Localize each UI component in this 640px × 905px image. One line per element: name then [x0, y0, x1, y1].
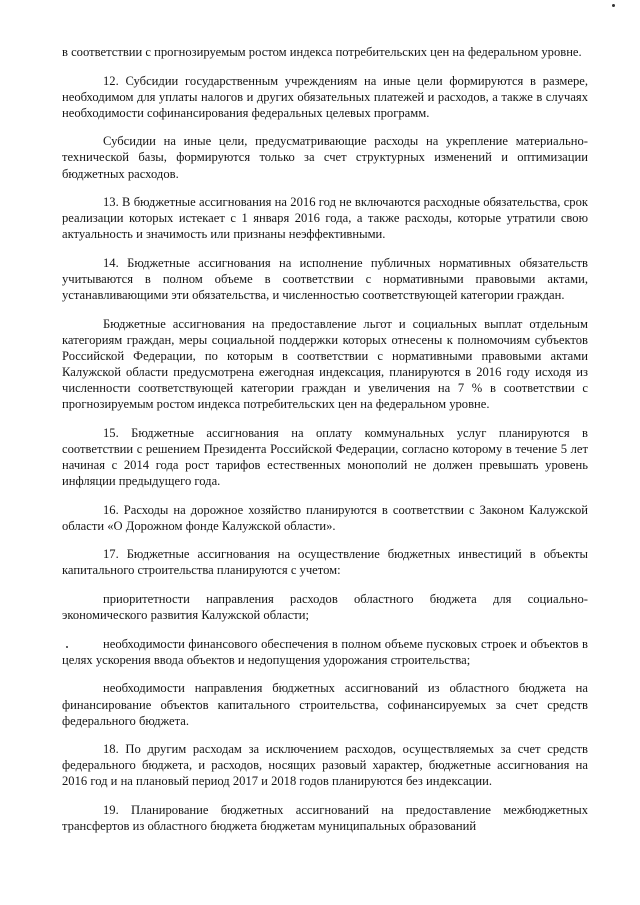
paragraph-subsidies-other: Субсидии на иные цели, предусматривающие расходы на укрепление материально-технической базы, формируются только за счет структурных изменений и оптимизации бюджетных расходов.	[62, 134, 588, 181]
paragraph-16: 16. Расходы на дорожное хозяйство планируются в соответствии с Законом Калужской области «О Дорожном фонде Калужской области».	[62, 502, 588, 533]
paragraph-15: 15. Бюджетные ассигнования на оплату коммунальных услуг планируются в соответствии с решением Президента Российской Федерации, согласно которому в течение 5 лет начиная с 2014 года рост тарифов естественных монополий не должен превышать уровень инфляции предыдущего года.	[62, 425, 588, 489]
paragraph-14: 14. Бюджетные ассигнования на исполнение публичных нормативных обязательств учитываются в полном объеме в соответствии с нормативными правовыми актами, устанавливающими эти обязательства, и численностью соответствующей категории граждан.	[62, 255, 588, 303]
paragraph-17-financing: необходимости финансового обеспечения в полном объеме пусковых строек и объектов в целях ускорения ввода объектов и недопущения удорожания строительства;	[62, 636, 588, 667]
paragraph-17: 17. Бюджетные ассигнования на осуществление бюджетных инвестиций в объекты капитального строительства планируются с учетом:	[62, 547, 588, 578]
paragraph-12: 12. Субсидии государственным учреждениям на иные цели формируются в размере, необходимом для уплаты налогов и других обязательных платежей и расходов, а также в случаях необходимости софинансирования федеральных целевых программ.	[62, 73, 588, 120]
scan-speck-top-right	[612, 4, 615, 7]
paragraph-17-priority: приоритетности направления расходов областного бюджета для социально-экономического развития Калужской области;	[62, 592, 588, 623]
paragraph-18: 18. По другим расходам за исключением расходов, осуществляемых за счет средств федерального бюджета, и расходов, носящих разовый характер, бюджетные ассигнования на 2016 год и на плановый период 2017 и 2018 годов планируются без индексации.	[62, 742, 588, 789]
paragraph-17-cofinancing: необходимости направления бюджетных ассигнований из областного бюджета на финансирование объектов капитального строительства, софинансируемых за счет средств федерального бюджета.	[62, 681, 588, 728]
document-page	[62, 44, 588, 834]
paragraph-13: 13. В бюджетные ассигнования на 2016 год не включаются расходные обязательства, срок реализации которых истекает с 1 января 2016 года, а также расходы, которые утратили свою актуальность и значимость или признаны неэффективными.	[62, 195, 588, 242]
paragraph-19: 19. Планирование бюджетных ассигнований на предоставление межбюджетных трансфертов из областного бюджета бюджетам муниципальных образований	[62, 802, 588, 834]
paragraph-continuation: в соответствии с прогнозируемым ростом индекса потребительских цен на федеральном уровне.	[62, 45, 582, 59]
paragraph-benefits: Бюджетные ассигнования на предоставление льгот и социальных выплат отдельным категориям граждан, меры социальной поддержки которых отнесены к полномочиям субъектов Российской Федерации, по которым в соответствии с нормативными правовыми актами Калужской области предусмотрена ежегодная индексация, планируются в 2016 году исходя из численности соответствующей категории граждан и увеличения на 7 % в соответствии с прогнозируемым ростом индекса потребительских цен на федеральном уровне.	[62, 316, 588, 412]
